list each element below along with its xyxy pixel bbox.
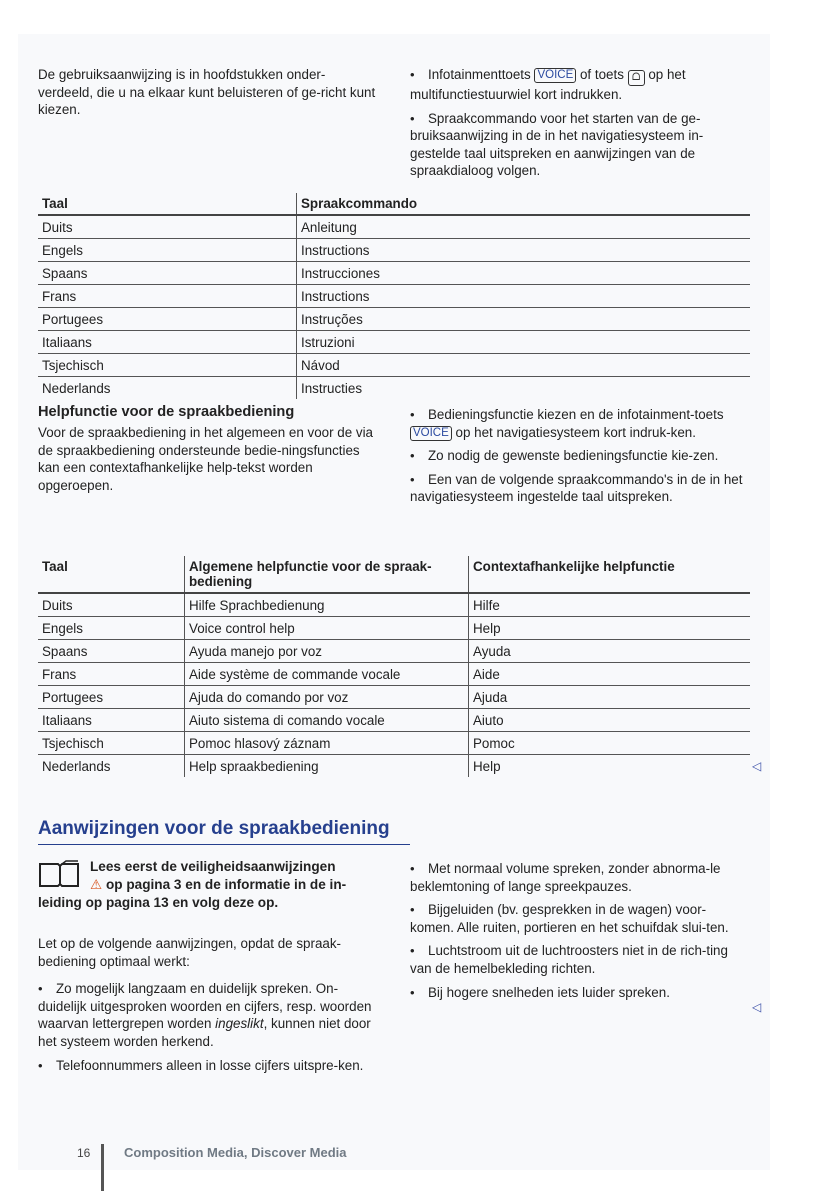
notes-intro: Let op de volgende aanwijzingen, opdat de spraak-bediening optimaal werkt: (38, 936, 341, 969)
bullet-item (410, 860, 750, 895)
voice-key-label: VOICE (534, 68, 576, 83)
cell-language: Duits (38, 215, 297, 239)
cell-general-help: Hilfe Sprachbedienung (185, 593, 469, 617)
bullet-icon: • (410, 448, 415, 464)
table-row (38, 640, 750, 663)
safety-note-line (38, 876, 383, 894)
cell-command: Návod (297, 354, 751, 377)
bullet-item (410, 66, 745, 104)
cell-general-help: Ajuda do comando por voz (185, 686, 469, 709)
help-paragraph: Voor de spraakbediening in het algemeen en voor de via de spraakbediening ondersteunde bedie-ningsfuncties kan een contextafhankelijke help-tekst worden opgeroepen. (38, 425, 374, 493)
column-header-contextafhankelijke-helpfunctie: Contextafhankelijke helpfunctie (469, 556, 751, 593)
cell-context-help: Help (469, 617, 751, 640)
bullet-text: Een van de volgende spraakcommando's in de in het navigatiesysteem ingestelde taal uitspreken. (410, 471, 743, 505)
bullet-item (410, 406, 750, 441)
bullet-item (410, 901, 750, 936)
table-row (38, 239, 750, 262)
help-bullets (410, 406, 750, 512)
bullet-item (410, 984, 750, 1002)
table-row (38, 354, 750, 377)
column-header-spraakcommando: Spraakcommando (297, 193, 751, 215)
column-header-taal: Taal (38, 193, 297, 215)
page-number: 16 (77, 1146, 91, 1160)
table-row (38, 617, 750, 640)
intro-paragraph-text: De gebruiksaanwijzing is in hoofdstukken onder-verdeeld, die u na elkaar kunt beluisteren of ge-richt kunt kiezen. (38, 67, 376, 118)
cell-general-help: Ayuda manejo por voz (185, 640, 469, 663)
cell-general-help: Help spraakbediening (185, 755, 469, 778)
table-row (38, 663, 750, 686)
bullet-text: Bedieningsfunctie kiezen en de infotainment-toets (428, 407, 724, 422)
intro-bullets (410, 66, 745, 186)
bullet-item (38, 1057, 383, 1075)
table-row (38, 377, 750, 400)
helpfunctie-table (38, 556, 750, 777)
bullet-text: Infotainmenttoets (428, 67, 535, 82)
bullet-text: Zo mogelijk langzaam en duidelijk spreken. On-duidelijk uitgesproken woorden en cijfers, resp. woorden waarvan lettergrepen worden (38, 981, 372, 1032)
intro-paragraph (38, 66, 378, 119)
bullet-item (410, 471, 750, 506)
book-icon (38, 860, 82, 888)
spraakcommando-table (38, 193, 750, 399)
bullet-icon: • (410, 471, 415, 487)
bullet-icon: • (38, 1057, 43, 1073)
table-row (38, 262, 750, 285)
cell-language: Portugees (38, 308, 297, 331)
cell-command: Istruzioni (297, 331, 751, 354)
bullet-text: op het multifunctiestuurwiel kort indrukken. (410, 67, 686, 102)
cell-command: Instructies (297, 377, 751, 400)
cell-language: Duits (38, 593, 185, 617)
cell-command: Instructions (297, 239, 751, 262)
bullet-icon: • (410, 407, 415, 422)
bullet-icon: • (410, 943, 415, 959)
cell-command: Anleitung (297, 215, 751, 239)
warning-triangle-icon: ⚠ (90, 877, 103, 892)
table-row (38, 732, 750, 755)
voice-steering-button-icon: ᗝ (628, 70, 645, 86)
bullet-text: Met normaal volume spreken, zonder abnorma-le beklemtoning of lange spreekpauzes. (410, 861, 721, 894)
bullet-icon: • (410, 861, 415, 876)
column-header-taal: Taal (38, 556, 185, 593)
cell-language: Tsjechisch (38, 354, 297, 377)
cell-general-help: Aide système de commande vocale (185, 663, 469, 686)
table-row (38, 331, 750, 354)
cell-context-help: Pomoc (469, 732, 751, 755)
notes-left-column (38, 935, 383, 1080)
cell-language: Spaans (38, 640, 185, 663)
notes-section-header (38, 818, 410, 845)
cell-context-help: Help (469, 755, 751, 778)
table-row (38, 215, 750, 239)
table-row (38, 593, 750, 617)
cell-language: Spaans (38, 262, 297, 285)
bullet-item (410, 447, 750, 465)
bullet-text: Spraakcommando voor het starten van de ge-bruiksaanwijzing in de in het navigatiesysteem in-gestelde taal uitspreken en aanwijzingen van de spraakdialoog volgen. (410, 110, 704, 179)
bullet-text: Bij hogere snelheden iets luider spreken. (428, 984, 670, 1000)
cell-language: Tsjechisch (38, 732, 185, 755)
safety-note-line: leiding op pagina 13 en volg deze op. (38, 895, 279, 910)
cell-language: Portugees (38, 686, 185, 709)
bullet-icon: • (410, 110, 415, 126)
section-title: Aanwijzingen voor de spraakbediening (38, 818, 410, 845)
bullet-icon: • (410, 67, 415, 82)
column-header-algemene-helpfunctie: Algemene helpfunctie voor de spraak-bediening (185, 556, 469, 593)
cell-language: Engels (38, 239, 297, 262)
cell-general-help: Voice control help (185, 617, 469, 640)
footer-title: Composition Media, Discover Media (124, 1145, 347, 1160)
safety-note-text: op pagina 3 en de informatie in de in- (102, 877, 347, 892)
cell-context-help: Ajuda (469, 686, 751, 709)
cell-language: Engels (38, 617, 185, 640)
cell-context-help: Hilfe (469, 593, 751, 617)
voice-key-label: VOICE (410, 426, 452, 441)
cell-language: Frans (38, 663, 185, 686)
cell-command: Instructions (297, 285, 751, 308)
bullet-text: Luchtstroom uit de luchtroosters niet in de rich-ting van de hemelbekleding richten. (410, 943, 728, 976)
bullet-icon: • (410, 984, 415, 1000)
table-row (38, 285, 750, 308)
cell-context-help: Aide (469, 663, 751, 686)
bullet-text: Telefoonnummers alleen in losse cijfers uitspre-ken. (56, 1057, 364, 1073)
safety-note-line: Lees eerst de veiligheidsaanwijzingen (90, 859, 336, 874)
section-end-marker-icon: ◁ (752, 1000, 762, 1014)
table-header-row (38, 556, 750, 593)
bullet-text: , kunnen niet door het systeem worden herkend. (38, 1016, 371, 1049)
bullet-text: of toets (576, 67, 628, 82)
section-end-marker-icon: ◁ (752, 759, 762, 773)
notes-right-column (410, 860, 750, 1007)
bullet-italic-text: ingeslikt (215, 1016, 264, 1032)
cell-command: Instruções (297, 308, 751, 331)
cell-language: Italiaans (38, 331, 297, 354)
safety-note (38, 858, 383, 912)
cell-language: Nederlands (42, 758, 111, 774)
section-heading: Helpfunctie voor de spraakbediening (38, 404, 295, 420)
cell-language: Italiaans (38, 709, 185, 732)
bullet-icon: • (410, 902, 415, 918)
table-row (38, 755, 750, 778)
table-header-row (38, 193, 750, 215)
cell-context-help: Ayuda (469, 640, 751, 663)
cell-general-help: Pomoc hlasový záznam (185, 732, 469, 755)
cell-general-help: Aiuto sistema di comando vocale (185, 709, 469, 732)
cell-context-help: Aiuto (469, 709, 751, 732)
bullet-item (410, 110, 745, 180)
cell-language: Frans (38, 285, 297, 308)
cell-language: Nederlands (42, 380, 111, 396)
table-row (38, 686, 750, 709)
cell-command: Instrucciones (297, 262, 751, 285)
bullet-icon: • (38, 981, 43, 997)
bullet-item (38, 980, 383, 1050)
bullet-text: op het navigatiesysteem kort indruk-ken. (451, 424, 696, 440)
table-row (38, 709, 750, 732)
bullet-text: Zo nodig de gewenste bedieningsfunctie kie-zen. (428, 448, 719, 464)
bullet-text: Bijgeluiden (bv. gesprekken in de wagen) voor-komen. Alle ruiten, portieren en het schuifdak slui-ten. (410, 902, 729, 935)
footer-divider (101, 1144, 104, 1191)
table-row (38, 308, 750, 331)
bullet-item (410, 942, 750, 977)
help-section (38, 404, 383, 494)
